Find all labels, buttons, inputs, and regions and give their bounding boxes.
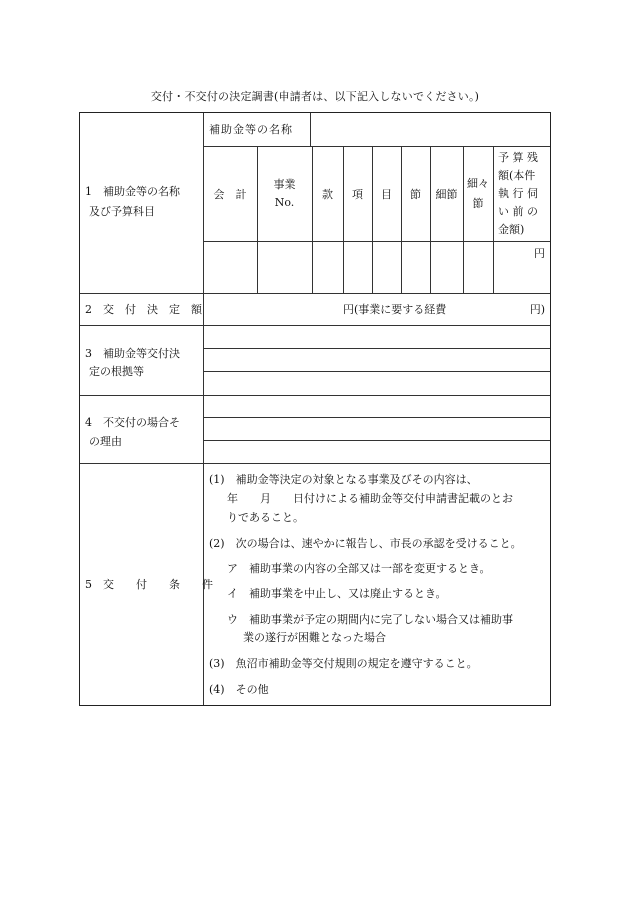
budget-remaining-yen: 円: [534, 247, 545, 260]
grant-amount-end: 円): [529, 303, 545, 316]
col-zan-header-line2: 額(本件: [498, 169, 536, 182]
name-label-divider: [310, 113, 311, 146]
condition-2c-line2: 業の遂行が困難となった場合: [243, 631, 386, 644]
section5-label: 5 交 付 条 件: [85, 578, 213, 591]
reason-line-1: [203, 417, 550, 418]
col-jigyo-header-line1: 事業: [273, 178, 296, 191]
col-divider-1: [257, 146, 258, 293]
col-saisetsu-header: 細節: [435, 188, 458, 201]
col-moku-header: 目: [381, 188, 392, 201]
col-kaikei-header: 会 計: [213, 188, 247, 201]
col-divider-7: [463, 146, 464, 293]
condition-1-line3: りであること。: [227, 511, 304, 524]
section3-label-line1: 3 補助金等交付決: [85, 347, 180, 360]
condition-2: (2) 次の場合は、速やかに報告し、市長の承認を受けること。: [209, 537, 522, 550]
section3-bottom-border: [80, 395, 550, 396]
basis-line-2: [203, 371, 550, 372]
reason-line-2: [203, 440, 550, 441]
col-saisai-header-line1: 細々: [467, 177, 489, 190]
condition-2c-line1: ウ 補助事業が予定の期間内に完了しない場合又は補助事: [227, 613, 513, 626]
section2-bottom-border: [80, 325, 550, 326]
basis-line-1: [203, 348, 550, 349]
col-saisai-header-line2: 節: [472, 197, 484, 210]
col-zan-header-line5: 金額): [498, 223, 525, 236]
col-jigyo-header-line2: No.: [274, 196, 295, 209]
section4-label-line2: の理由: [89, 435, 122, 448]
col-setsu-header: 節: [410, 188, 421, 201]
document-title: 交付・不交付の決定調書(申請者は、以下記入しないでください。): [150, 90, 480, 103]
name-row-border: [203, 146, 550, 147]
col-kou-header: 項: [352, 188, 363, 201]
col-zan-header-line3: 執 行 伺: [498, 187, 538, 200]
condition-3: (3) 魚沼市補助金等交付規則の規定を遵守すること。: [209, 657, 478, 670]
condition-4: (4) その他: [209, 683, 269, 696]
col-zan-header-line1: 予 算 残: [498, 151, 538, 164]
section1-bottom-border: [80, 293, 550, 294]
col-divider-3: [343, 146, 344, 293]
condition-2a: ア 補助事業の内容の全部又は一部を変更するとき。: [227, 562, 491, 575]
col-divider-4: [372, 146, 373, 293]
col-divider-5: [401, 146, 402, 293]
section1-label-line1: 1 補助金等の名称: [85, 185, 180, 198]
condition-1-line2: 年 月 日付けによる補助金等交付申請書記載のとお: [227, 492, 513, 505]
decision-form-table: [79, 112, 551, 706]
section1-label-line2: 及び予算科目: [89, 205, 155, 218]
subsidy-name-label: 補助金等の名称: [209, 123, 293, 136]
section4-bottom-border: [80, 463, 550, 464]
col-divider-8: [493, 146, 494, 293]
budget-header-border: [203, 241, 550, 242]
col-divider-6: [430, 146, 431, 293]
section3-label-line2: 定の根拠等: [89, 365, 144, 378]
col-kan-header: 款: [322, 188, 333, 201]
grant-amount-text: 円(事業に要する経費: [343, 303, 447, 316]
condition-1-line1: (1) 補助金等決定の対象となる事業及びその内容は、: [209, 473, 478, 486]
section4-label-line1: 4 不交付の場合そ: [85, 416, 180, 429]
section2-label: 2 交 付 決 定 額: [85, 303, 202, 316]
condition-2b: イ 補助事業を中止し、又は廃止するとき。: [227, 587, 447, 600]
col-zan-header-line4: い 前 の: [498, 205, 538, 218]
col-divider-2: [312, 146, 313, 293]
